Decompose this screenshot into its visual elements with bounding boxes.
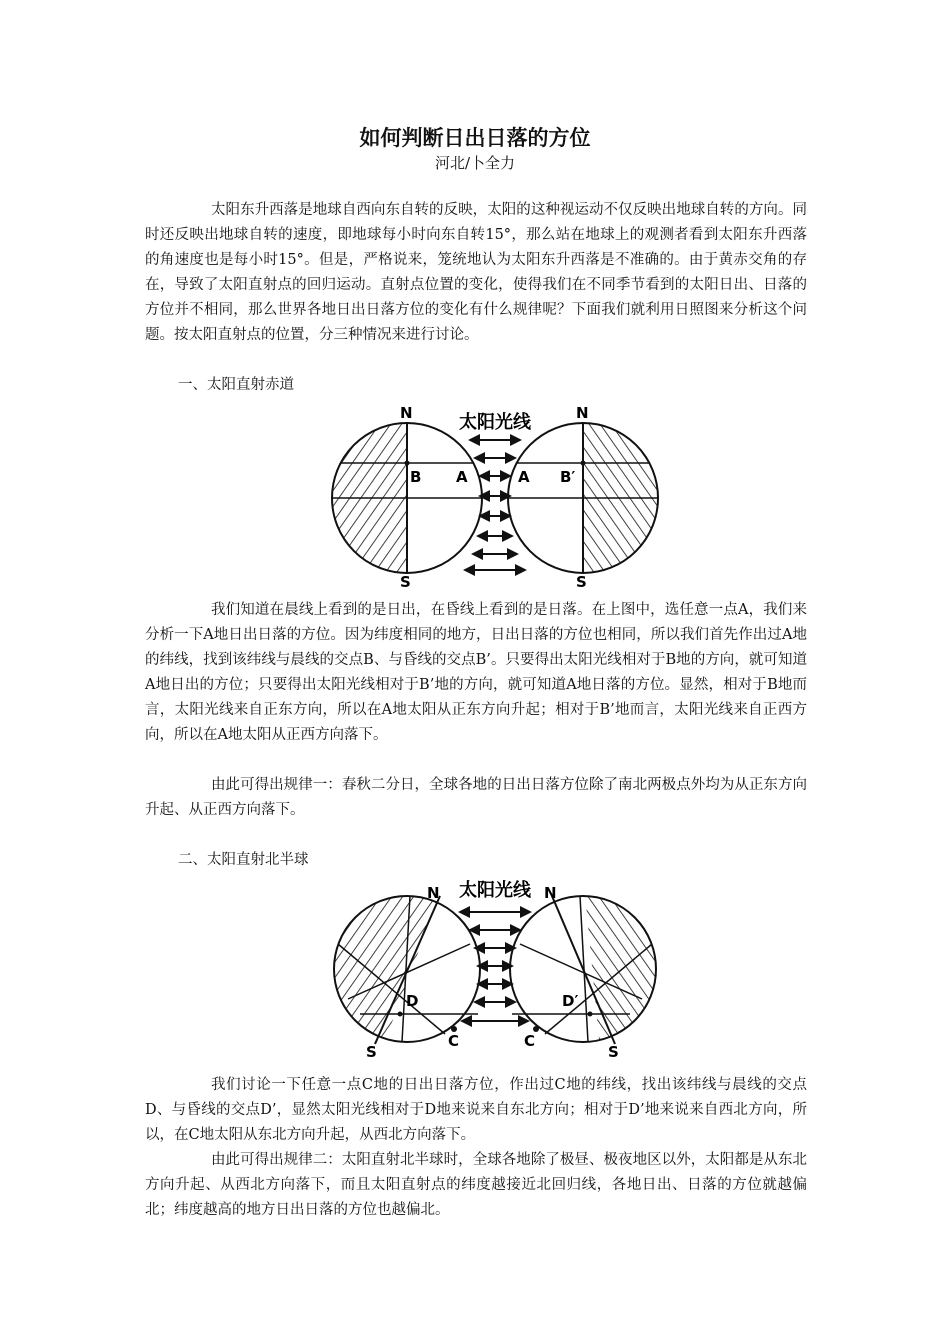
label-d-prime: D′ xyxy=(562,992,579,1010)
label-a-left: A xyxy=(456,468,468,486)
label-n-right: N xyxy=(544,884,557,902)
label-s-right: S xyxy=(576,573,587,590)
label-d: D xyxy=(406,992,419,1010)
figure-equinox-diagram xyxy=(330,400,660,590)
label-c-left: C xyxy=(448,1032,460,1050)
label-s-right: S xyxy=(608,1043,619,1061)
document-author: 河北/卜全力 xyxy=(434,154,516,172)
label-n-left: N xyxy=(400,404,413,422)
sunlight-label: 太阳光线 xyxy=(459,880,531,901)
label-n-right: N xyxy=(576,404,589,422)
intro-paragraph: 太阳东升西落是地球自西向东自转的反映，太阳的这种视运动不仅反映出地球自转的方向。同时还反映出地球自转的速度，即地球每小时向东自转15°，那么站在地球上的观测者看到太阳东升西落的角速度也是每小时15°。但是，严格说来，笼统地认为太阳东升西落是不准确的。由于黄赤交角的存在，导致了太阳直射点的回归运动。直射点位置的变化，使得我们在不同季节看到的太阳日出、日落的方位并不相同，那么世界各地日出日落方位的变化有什么规律呢？下面我们就利用日照图来分析这个问题。按太阳直射点的位置，分三种情况来进行讨论。 xyxy=(145,202,807,343)
paragraph-point-a: 我们知道在晨线上看到的是日出，在昏线上看到的是日落。在上图中，选任意一点A，我们来分析一下A地日出日落的方位。因为纬度相同的地方，日出日落的方位也相同，所以我们首先作出过A地的纬线，找到该纬线与晨线的交点B、与昏线的交点B’。只要得出太阳光线相对于B地的方向，就可知道A地日出的方位；只要得出太阳光线相对于B’地的方向，就可知道A地日落的方位。显然，相对于B地而言，太阳光线来自正东方向，所以在A地太阳从正东方向升起；相对于B’地而言，太阳光线来自正西方向，所以在A地太阳从正西方向落下。 xyxy=(145,602,807,743)
sunlight-arrows xyxy=(465,440,525,570)
section-heading-2: 二、太阳直射北半球 xyxy=(178,852,309,868)
label-s-left: S xyxy=(366,1043,377,1061)
label-n-left: N xyxy=(427,884,440,902)
paragraph-point-c: 我们讨论一下任意一点C地的日出日落方位，作出过C地的纬线，找出该纬线与晨线的交点D、与昏线的交点D’，显然太阳光线相对于D地来说来自东北方向；相对于D’地来说来自西北方向，所以，在C地太阳从东北方向升起，从西北方向落下。 xyxy=(145,1077,807,1143)
document-title: 如何判断日出日落的方位 xyxy=(359,126,591,150)
label-s-left: S xyxy=(400,573,411,590)
section-heading-1: 一、太阳直射赤道 xyxy=(178,377,294,393)
paragraph-rule-1: 由此可得出规律一：春秋二分日，全球各地的日出日落方位除了南北两极点外均为从正东方向升起、从正西方向落下。 xyxy=(145,777,807,818)
label-b-prime: B′ xyxy=(560,468,576,486)
sunlight-label: 太阳光线 xyxy=(459,412,531,433)
label-a-right: A xyxy=(518,468,530,486)
label-c-right: C xyxy=(524,1032,536,1050)
label-b: B xyxy=(410,468,422,486)
figure-northern-diagram xyxy=(330,874,660,1064)
paragraph-rule-2: 由此可得出规律二：太阳直射北半球时，全球各地除了极昼、极夜地区以外，太阳都是从东北方向升起、从西北方向落下，而且太阳直射点的纬度越接近北回归线，各地日出、日落的方位就越偏北；纬度越高的地方日出日落的方位也越偏北。 xyxy=(145,1152,807,1218)
